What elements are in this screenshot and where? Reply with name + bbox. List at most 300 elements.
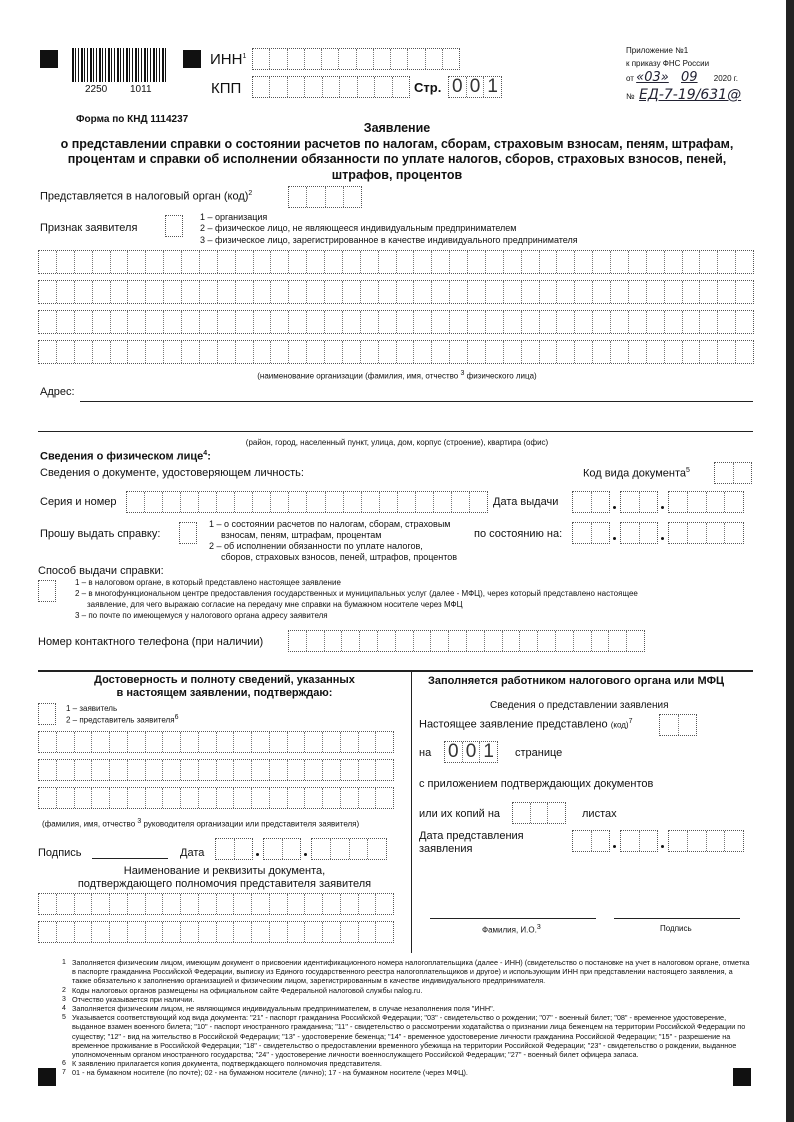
grid-cell[interactable]	[127, 492, 145, 512]
grid-cell[interactable]	[128, 788, 146, 808]
grid-cell[interactable]	[163, 760, 181, 780]
grid-cell[interactable]	[128, 760, 146, 780]
grid-cell[interactable]	[110, 922, 128, 942]
grid-cell[interactable]	[217, 894, 235, 914]
grid-cell[interactable]	[146, 894, 164, 914]
grid-cell[interactable]	[486, 251, 504, 273]
grid-cell[interactable]	[288, 760, 306, 780]
address-line-1[interactable]	[80, 401, 753, 402]
grid-cell[interactable]	[414, 251, 432, 273]
grid-cell[interactable]	[665, 281, 683, 303]
grid-cell[interactable]	[199, 788, 217, 808]
grid-cell[interactable]	[163, 492, 181, 512]
grid-cell[interactable]	[164, 281, 182, 303]
grid-cell[interactable]	[700, 311, 718, 333]
pages-count-field[interactable]	[444, 741, 498, 763]
grid-cell[interactable]	[609, 631, 627, 651]
grid-cell[interactable]	[236, 251, 254, 273]
grid-cell[interactable]	[325, 311, 343, 333]
grid-cell[interactable]	[289, 631, 307, 651]
grid-cell[interactable]	[75, 341, 93, 363]
grid-cell[interactable]	[398, 492, 416, 512]
grid-cell[interactable]	[575, 251, 593, 273]
grid-cell[interactable]	[39, 922, 57, 942]
grid-cell[interactable]	[736, 311, 753, 333]
grid-cell[interactable]	[557, 281, 575, 303]
grid-cell[interactable]	[93, 341, 111, 363]
inn-field[interactable]	[252, 48, 460, 70]
grid-cell[interactable]	[128, 311, 146, 333]
grid-cell[interactable]	[236, 281, 254, 303]
grid-cell[interactable]	[361, 341, 379, 363]
grid-cell[interactable]	[57, 281, 75, 303]
grid-cell[interactable]	[199, 922, 217, 942]
grid-cell[interactable]	[688, 492, 707, 512]
grid-cell[interactable]	[200, 311, 218, 333]
grid-cell[interactable]	[503, 631, 521, 651]
grid-cell[interactable]	[75, 251, 93, 273]
grid-cell[interactable]	[288, 894, 306, 914]
grid-cell[interactable]	[57, 788, 75, 808]
grid-cell[interactable]	[252, 788, 270, 808]
grid-cell[interactable]	[434, 492, 452, 512]
grid-cell[interactable]	[683, 281, 701, 303]
grid-cell[interactable]	[110, 788, 128, 808]
grid-cell[interactable]	[611, 311, 629, 333]
grid-cell[interactable]	[556, 631, 574, 651]
grid-cell[interactable]	[665, 341, 683, 363]
grid-cell[interactable]	[629, 341, 647, 363]
grid-cell[interactable]	[164, 341, 182, 363]
grid-cell[interactable]	[217, 760, 235, 780]
grid-cell[interactable]	[467, 631, 485, 651]
grid-cell[interactable]	[57, 894, 75, 914]
grid-cell[interactable]	[359, 732, 377, 752]
grid-cell[interactable]	[343, 341, 361, 363]
grid-cell[interactable]	[234, 732, 252, 752]
grid-cell[interactable]	[128, 732, 146, 752]
year-cells[interactable]	[311, 838, 387, 860]
grid-cell[interactable]	[75, 922, 93, 942]
grid-cell[interactable]	[627, 631, 644, 651]
grid-cell[interactable]	[341, 788, 359, 808]
grid-cell[interactable]	[252, 732, 270, 752]
grid-cell[interactable]	[234, 894, 252, 914]
grid-cell[interactable]	[271, 281, 289, 303]
grid-cell[interactable]	[270, 760, 288, 780]
official-signature-line[interactable]	[614, 918, 740, 919]
grid-cell[interactable]	[486, 311, 504, 333]
grid-cell[interactable]	[688, 831, 707, 851]
grid-cell[interactable]	[307, 341, 325, 363]
grid-cell[interactable]	[379, 341, 397, 363]
kpp-field[interactable]	[252, 76, 410, 98]
certificate-type-field[interactable]	[179, 522, 197, 544]
grid-cell[interactable]	[504, 341, 522, 363]
grid-cell[interactable]	[640, 492, 658, 512]
grid-cell[interactable]	[359, 922, 377, 942]
grid-cell[interactable]	[725, 492, 743, 512]
grid-cell[interactable]	[163, 922, 181, 942]
grid-cell[interactable]	[468, 311, 486, 333]
grid-cell[interactable]	[307, 311, 325, 333]
grid-cell[interactable]	[341, 732, 359, 752]
grid-cell[interactable]	[283, 839, 301, 859]
grid-cell[interactable]	[540, 341, 558, 363]
grid-cell[interactable]	[146, 788, 164, 808]
grid-cell[interactable]	[199, 732, 217, 752]
grid-cell[interactable]	[450, 281, 468, 303]
grid-cell[interactable]	[522, 251, 540, 273]
grid-cell[interactable]	[110, 760, 128, 780]
grid-cell[interactable]	[39, 760, 57, 780]
grid-cell[interactable]	[92, 732, 110, 752]
name-row-1[interactable]	[38, 250, 754, 274]
grid-cell[interactable]	[199, 492, 217, 512]
grid-cell[interactable]	[431, 631, 449, 651]
grid-cell[interactable]	[163, 788, 181, 808]
grid-cell[interactable]	[486, 281, 504, 303]
phone-field[interactable]	[288, 630, 645, 652]
grid-cell[interactable]	[520, 631, 538, 651]
grid-cell[interactable]	[557, 311, 575, 333]
grid-cell[interactable]	[289, 492, 307, 512]
grid-cell[interactable]	[270, 788, 288, 808]
grid-cell[interactable]	[360, 631, 378, 651]
grid-cell[interactable]	[252, 894, 270, 914]
grid-cell[interactable]	[57, 922, 75, 942]
grid-cell[interactable]	[486, 341, 504, 363]
grid-cell[interactable]	[361, 281, 379, 303]
year-cells[interactable]	[668, 522, 744, 544]
grid-cell[interactable]	[39, 732, 57, 752]
grid-cell[interactable]	[688, 523, 707, 543]
grid-cell[interactable]	[575, 341, 593, 363]
grid-cell[interactable]	[200, 281, 218, 303]
grid-cell[interactable]	[342, 631, 360, 651]
grid-cell[interactable]	[92, 760, 110, 780]
grid-cell[interactable]	[379, 311, 397, 333]
grid-cell[interactable]	[718, 341, 736, 363]
grid-cell[interactable]	[397, 251, 415, 273]
grid-cell[interactable]	[200, 341, 218, 363]
grid-cell[interactable]	[376, 894, 393, 914]
grid-cell[interactable]	[270, 732, 288, 752]
grid-cell[interactable]	[540, 281, 558, 303]
grid-cell[interactable]	[75, 760, 93, 780]
grid-cell[interactable]	[163, 732, 181, 752]
fio-row-1[interactable]	[38, 731, 394, 753]
grid-cell[interactable]	[647, 251, 665, 273]
grid-cell[interactable]	[557, 341, 575, 363]
grid-cell[interactable]	[359, 788, 377, 808]
doc-code-field[interactable]	[714, 462, 752, 484]
grid-cell[interactable]	[574, 631, 592, 651]
grid-cell[interactable]	[39, 281, 57, 303]
grid-cell[interactable]	[522, 341, 540, 363]
grid-cell[interactable]	[57, 760, 75, 780]
grid-cell[interactable]	[593, 251, 611, 273]
grid-cell[interactable]	[254, 311, 272, 333]
name-row-3[interactable]	[38, 310, 754, 334]
grid-cell[interactable]	[611, 341, 629, 363]
grid-cell[interactable]	[736, 251, 753, 273]
grid-cell[interactable]	[359, 894, 377, 914]
grid-cell[interactable]	[592, 492, 610, 512]
grid-cell[interactable]	[254, 341, 272, 363]
grid-cell[interactable]	[39, 788, 57, 808]
grid-cell[interactable]	[359, 760, 377, 780]
grid-cell[interactable]	[557, 251, 575, 273]
grid-cell[interactable]	[362, 492, 380, 512]
grid-cell[interactable]	[397, 281, 415, 303]
grid-cell[interactable]	[573, 523, 592, 543]
grid-cell[interactable]	[593, 311, 611, 333]
grid-cell[interactable]	[254, 251, 272, 273]
grid-cell[interactable]	[182, 251, 200, 273]
grid-cell[interactable]	[621, 831, 640, 851]
grid-cell[interactable]	[343, 311, 361, 333]
grid-cell[interactable]	[592, 631, 610, 651]
grid-cell[interactable]	[575, 311, 593, 333]
grid-cell[interactable]	[376, 788, 393, 808]
applicant-type-field[interactable]	[165, 215, 183, 237]
grid-cell[interactable]	[75, 281, 93, 303]
grid-cell[interactable]	[414, 631, 432, 651]
grid-cell[interactable]	[593, 281, 611, 303]
grid-cell[interactable]	[647, 341, 665, 363]
grid-cell[interactable]	[540, 311, 558, 333]
grid-cell[interactable]	[146, 281, 164, 303]
grid-cell[interactable]	[289, 341, 307, 363]
month-cells[interactable]	[620, 830, 658, 852]
grid-cell[interactable]	[288, 922, 306, 942]
grid-cell[interactable]	[57, 311, 75, 333]
grid-cell[interactable]	[93, 281, 111, 303]
grid-cell[interactable]	[305, 922, 323, 942]
grid-cell[interactable]	[621, 492, 640, 512]
grid-cell[interactable]	[305, 894, 323, 914]
grid-cell[interactable]	[146, 341, 164, 363]
grid-cell[interactable]	[217, 492, 235, 512]
grid-cell[interactable]	[307, 492, 325, 512]
submitted-method-field[interactable]	[659, 714, 697, 736]
grid-cell[interactable]	[640, 523, 658, 543]
year-cells[interactable]	[668, 491, 744, 513]
grid-cell[interactable]	[504, 311, 522, 333]
grid-cell[interactable]	[200, 251, 218, 273]
grid-cell[interactable]	[57, 341, 75, 363]
grid-cell[interactable]	[289, 251, 307, 273]
series-number-field[interactable]	[126, 491, 488, 513]
grid-cell[interactable]	[181, 894, 199, 914]
grid-cell[interactable]	[718, 311, 736, 333]
grid-cell[interactable]	[470, 492, 487, 512]
grid-cell[interactable]	[468, 341, 486, 363]
grid-cell[interactable]	[700, 281, 718, 303]
grid-cell[interactable]	[325, 631, 343, 651]
grid-cell[interactable]	[128, 894, 146, 914]
day-cells[interactable]	[572, 522, 610, 544]
grid-cell[interactable]	[181, 732, 199, 752]
grid-cell[interactable]	[110, 894, 128, 914]
grid-cell[interactable]	[414, 311, 432, 333]
grid-cell[interactable]	[683, 251, 701, 273]
grid-cell[interactable]	[376, 760, 393, 780]
grid-cell[interactable]	[93, 251, 111, 273]
grid-cell[interactable]	[146, 922, 164, 942]
grid-cell[interactable]	[288, 788, 306, 808]
grid-cell[interactable]	[323, 788, 341, 808]
day-cells[interactable]	[572, 491, 610, 513]
grid-cell[interactable]	[325, 341, 343, 363]
grid-cell[interactable]	[323, 732, 341, 752]
grid-cell[interactable]	[592, 831, 610, 851]
grid-cell[interactable]	[312, 839, 331, 859]
grid-cell[interactable]	[325, 251, 343, 273]
grid-cell[interactable]	[75, 788, 93, 808]
grid-cell[interactable]	[611, 281, 629, 303]
grid-cell[interactable]	[307, 281, 325, 303]
grid-cell[interactable]	[432, 251, 450, 273]
grid-cell[interactable]	[504, 251, 522, 273]
grid-cell[interactable]	[145, 492, 163, 512]
month-cells[interactable]	[620, 522, 658, 544]
grid-cell[interactable]	[271, 311, 289, 333]
grid-cell[interactable]	[181, 492, 199, 512]
grid-cell[interactable]	[182, 311, 200, 333]
grid-cell[interactable]	[305, 760, 323, 780]
grid-cell[interactable]	[323, 894, 341, 914]
grid-cell[interactable]	[593, 341, 611, 363]
month-cells[interactable]	[620, 491, 658, 513]
grid-cell[interactable]	[378, 631, 396, 651]
grid-cell[interactable]	[289, 281, 307, 303]
grid-cell[interactable]	[288, 732, 306, 752]
grid-cell[interactable]	[326, 492, 344, 512]
grid-cell[interactable]	[341, 894, 359, 914]
name-row-2[interactable]	[38, 280, 754, 304]
grid-cell[interactable]	[128, 922, 146, 942]
name-row-4[interactable]	[38, 340, 754, 364]
grid-cell[interactable]	[182, 281, 200, 303]
grid-cell[interactable]	[199, 760, 217, 780]
grid-cell[interactable]	[379, 251, 397, 273]
grid-cell[interactable]	[468, 281, 486, 303]
grid-cell[interactable]	[341, 922, 359, 942]
grid-cell[interactable]	[432, 311, 450, 333]
grid-cell[interactable]	[270, 922, 288, 942]
grid-cell[interactable]	[629, 251, 647, 273]
grid-cell[interactable]	[271, 251, 289, 273]
grid-cell[interactable]	[361, 251, 379, 273]
grid-cell[interactable]	[414, 341, 432, 363]
grid-cell[interactable]	[254, 281, 272, 303]
fio-row-3[interactable]	[38, 787, 394, 809]
grid-cell[interactable]	[344, 492, 362, 512]
address-line-2[interactable]	[38, 431, 753, 432]
sheets-count-field[interactable]	[512, 802, 566, 824]
grid-cell[interactable]	[199, 894, 217, 914]
grid-cell[interactable]	[271, 341, 289, 363]
grid-cell[interactable]	[669, 831, 688, 851]
grid-cell[interactable]	[397, 341, 415, 363]
grid-cell[interactable]	[665, 251, 683, 273]
grid-cell[interactable]	[538, 631, 556, 651]
grid-cell[interactable]	[449, 631, 467, 651]
grid-cell[interactable]	[181, 922, 199, 942]
grid-cell[interactable]	[396, 631, 414, 651]
grid-cell[interactable]	[218, 311, 236, 333]
grid-cell[interactable]	[573, 831, 592, 851]
grid-cell[interactable]	[252, 922, 270, 942]
grid-cell[interactable]	[736, 341, 753, 363]
grid-cell[interactable]	[669, 492, 688, 512]
grid-cell[interactable]	[111, 341, 129, 363]
grid-cell[interactable]	[540, 251, 558, 273]
grid-cell[interactable]	[75, 311, 93, 333]
grid-cell[interactable]	[39, 311, 57, 333]
grid-cell[interactable]	[592, 523, 610, 543]
grid-cell[interactable]	[75, 732, 93, 752]
grid-cell[interactable]	[111, 281, 129, 303]
page-number-field[interactable]	[448, 76, 502, 98]
grid-cell[interactable]	[647, 281, 665, 303]
grid-cell[interactable]	[485, 631, 503, 651]
grid-cell[interactable]	[376, 732, 393, 752]
grid-cell[interactable]	[235, 492, 253, 512]
grid-cell[interactable]	[621, 523, 640, 543]
grid-cell[interactable]	[522, 281, 540, 303]
grid-cell[interactable]	[264, 839, 283, 859]
grid-cell[interactable]	[39, 894, 57, 914]
grid-cell[interactable]	[305, 788, 323, 808]
grid-cell[interactable]	[270, 894, 288, 914]
grid-cell[interactable]	[128, 341, 146, 363]
grid-cell[interactable]	[111, 311, 129, 333]
grid-cell[interactable]	[93, 311, 111, 333]
grid-cell[interactable]	[128, 281, 146, 303]
grid-cell[interactable]	[700, 251, 718, 273]
authority-doc-row-1[interactable]	[38, 893, 394, 915]
grid-cell[interactable]	[39, 341, 57, 363]
grid-cell[interactable]	[181, 760, 199, 780]
grid-cell[interactable]	[146, 732, 164, 752]
official-fio-line[interactable]	[430, 918, 596, 919]
grid-cell[interactable]	[379, 281, 397, 303]
signature-line[interactable]	[92, 858, 168, 859]
grid-cell[interactable]	[683, 341, 701, 363]
grid-cell[interactable]	[665, 311, 683, 333]
grid-cell[interactable]	[361, 311, 379, 333]
grid-cell[interactable]	[725, 523, 743, 543]
grid-cell[interactable]	[343, 281, 361, 303]
grid-cell[interactable]	[164, 251, 182, 273]
grid-cell[interactable]	[39, 251, 57, 273]
grid-cell[interactable]	[75, 894, 93, 914]
grid-cell[interactable]	[57, 251, 75, 273]
grid-cell[interactable]	[341, 760, 359, 780]
grid-cell[interactable]	[164, 311, 182, 333]
grid-cell[interactable]	[343, 251, 361, 273]
grid-cell[interactable]	[146, 760, 164, 780]
grid-cell[interactable]	[92, 922, 110, 942]
grid-cell[interactable]	[736, 281, 753, 303]
grid-cell[interactable]	[368, 839, 386, 859]
day-cells[interactable]	[572, 830, 610, 852]
grid-cell[interactable]	[450, 311, 468, 333]
grid-cell[interactable]	[252, 760, 270, 780]
